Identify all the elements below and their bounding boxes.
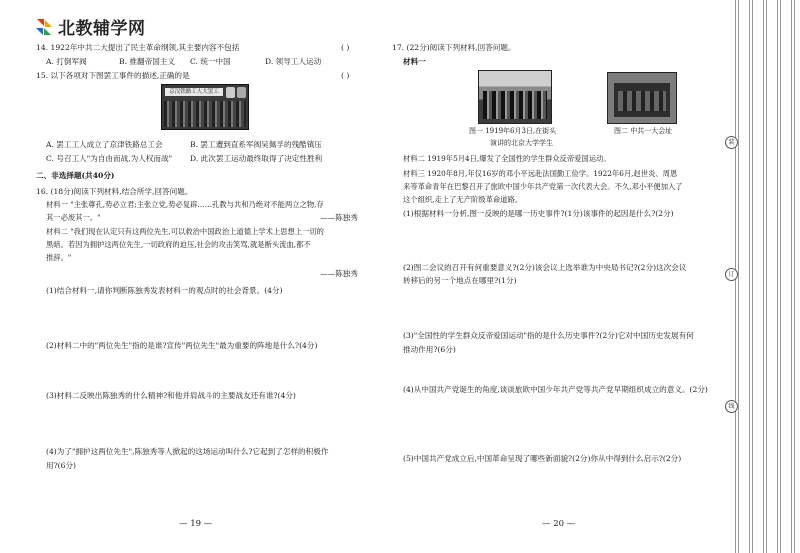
q17-sub1: (1)根据材料一分析,图一反映的是哪一历史事件?(1分)该事件的起因是什么?(2分) [403, 209, 674, 218]
binding-hole-2: 订 [725, 268, 738, 281]
q16-material1-source: ——陈独秀 [320, 213, 358, 222]
figure1-photo [478, 70, 552, 124]
q17-material3-line2: 来等革命青年在巴黎召开了旅欧中国少年共产党第一次代表大会。不久,邓小平便加入了 [403, 182, 683, 191]
q17-sub3-line2: 推动作用?(6分) [403, 345, 456, 354]
q16-sub3: (3)材料二反映出陈独秀的什么精神?和他并肩战斗的主要战友还有谁?(4分) [46, 391, 296, 400]
q16-stem: 16. (18分)阅读下列材料,结合所学,回答问题。 [36, 187, 193, 196]
binding-hole-1: 装 [725, 136, 738, 149]
q16-material2-line3: 推辞。" [46, 253, 72, 262]
section-2-heading: 二、非选择题(共40分) [36, 171, 115, 180]
q14-option-b: B. 推翻帝国主义 [119, 57, 175, 66]
q15-option-b: B. 罢工遭到直系军阀吴佩孚的残酷镇压 [190, 140, 322, 149]
q16-sub1: (1)结合材料一,请你判断陈独秀发表材料一的观点时的社会背景。(4分) [46, 286, 283, 295]
binding-margin [719, 0, 800, 553]
figure1-caption-line2: 演讲的北京大学学生 [490, 139, 553, 147]
q16-material1-line2: 其一必废其一。" [46, 213, 101, 222]
q16-material2-line1: 材料二 "我们现在认定只有这两位先生,可以救治中国政治上道德上学术上思想上一切的 [46, 227, 324, 236]
strike-photo-caption: 京汉铁路工人大罢工 [165, 88, 223, 96]
figure2-caption: 图二 中共一大会址 [614, 127, 673, 135]
q14-option-a: A. 打倒军阀 [46, 57, 87, 66]
q15-option-d: D. 此次罢工运动最终取得了决定性胜利 [190, 154, 323, 163]
q14-option-c: C. 统一中国 [190, 57, 231, 66]
q14-answer-paren: ( ) [341, 43, 350, 52]
figure2-photo [607, 72, 677, 124]
page-number-right: — 20 — [542, 519, 576, 529]
q17-sub5: (5)中国共产党成立后,中国革命呈现了哪些新面貌?(2分)你从中得到什么启示?(2分) [403, 454, 682, 463]
q17-material2: 材料二 1919年5月4日,爆发了全国性的学生群众反帝爱国运动。 [403, 154, 611, 163]
q16-material1-line1: 材料一 "主张尊孔,势必立君;主张立党,势必复辟……孔教与共和乃绝对不能两立之物,存 [46, 200, 324, 209]
page-number-left: — 19 — [179, 519, 213, 529]
q17-sub2-line2: 转移后的另一个地点在哪里?(1分) [403, 276, 517, 285]
q16-sub4-line2: 用?(6分) [46, 461, 77, 470]
q17-material3-line1: 材料三 1920年8月,年仅16岁的邓小平远赴法国勤工俭学。1922年6月,赵世炎、周恩 [403, 169, 678, 178]
q15-option-a: A. 罢工工人成立了京津铁路总工会 [46, 140, 163, 149]
q17-material3-line3: 这个组织,走上了无产阶级革命道路。 [403, 195, 523, 204]
q17-sub4: (4)从中国共产党诞生的角度,谈谈旅欧中国少年共产党等共产党早期组织成立的意义。(2分) [403, 385, 708, 394]
q16-material2-source: ——陈独秀 [320, 269, 358, 278]
q17-sub2-line1: (2)图二会议的召开有何重要意义?(2分)该会议上选举谁为中央局书记?(2分)这次会议 [403, 263, 687, 272]
strike-photo [161, 84, 249, 130]
q16-sub4-line1: (4)为了"拥护这两位先生",陈独秀等人掀起的这场运动叫什么?它起到了怎样的积极作 [46, 447, 329, 456]
q14-option-d: D. 领导工人运动 [265, 57, 322, 66]
q17-sub3-line1: (3)"全国性的学生群众反帝爱国运动"指的是什么历史事件?(2分)它对中国历史发展有何 [403, 331, 694, 340]
q15-option-c: C. 号召工人"为自由而战,为人权而战" [46, 154, 173, 163]
q17-material1-label: 材料一 [403, 57, 426, 66]
logo-icon [34, 17, 54, 37]
q16-sub2: (2)材料二中的"两位先生"指的是谁?宣传"两位先生"最为重要的阵地是什么?(4分) [46, 341, 318, 350]
logo-text: 北教辅学网 [58, 19, 146, 39]
binding-hole-3: 线 [725, 400, 738, 413]
q15-answer-paren: ( ) [341, 71, 350, 80]
site-logo [34, 14, 146, 39]
q17-stem: 17. (22分)阅读下列材料,回答问题。 [392, 43, 516, 52]
q16-material2-line2: 黑暗。若因为拥护这两位先生,一切政府的迫压,社会的攻击笑骂,就是断头流血,都不 [46, 240, 311, 249]
figure1-caption: 图一 1919年6月3日,在街头 [469, 127, 557, 135]
q14-stem: 14. 1922年中共二大提出了民主革命纲领,其主要内容不包括 [36, 43, 240, 52]
q15-stem: 15. 以下各项对下图罢工事件的描述,正确的是 [36, 71, 190, 80]
